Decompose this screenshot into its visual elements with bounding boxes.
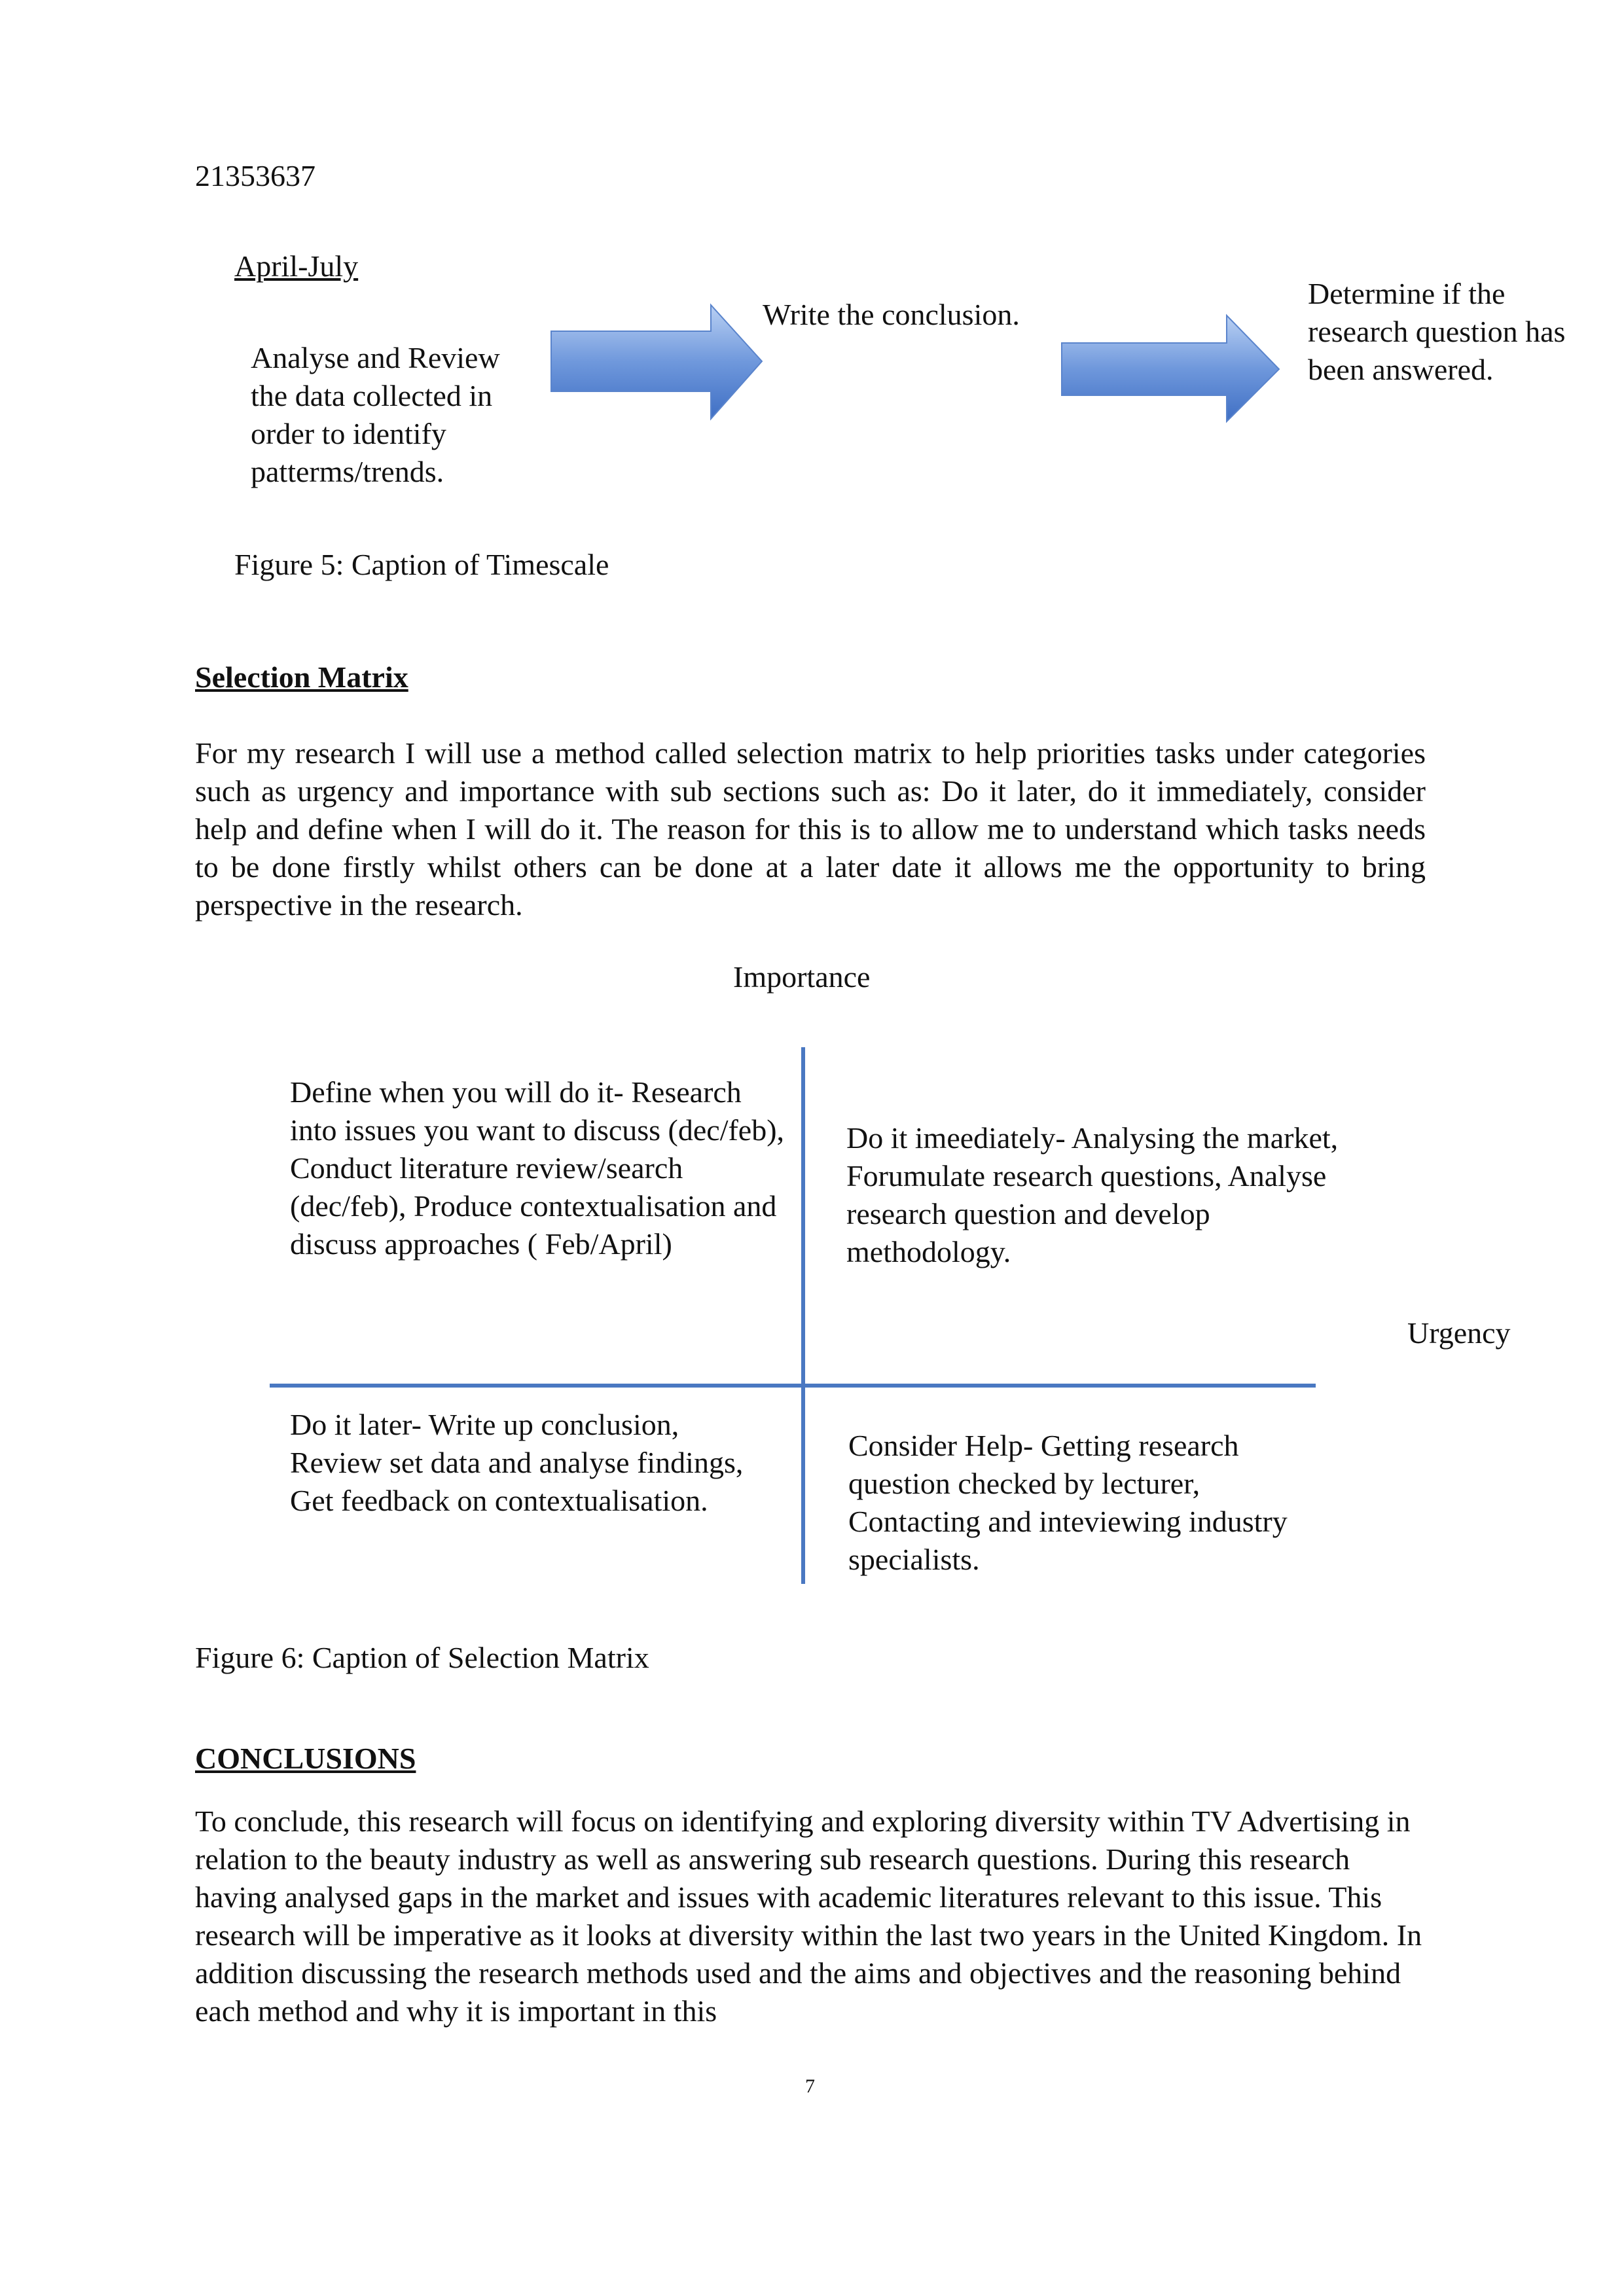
selection-matrix-heading: Selection Matrix bbox=[195, 660, 408, 694]
quadrant-do-later: Do it later- Write up conclusion, Review set data and analyse findings, Get feedback on contextualisation. bbox=[290, 1408, 744, 1517]
axis-importance-label: Importance bbox=[733, 960, 871, 994]
page-number: 7 bbox=[805, 2075, 815, 2097]
timescale-step-write: Write the conclusion. bbox=[763, 298, 1020, 331]
quadrant-do-immediately: Do it imeediately- Analysing the market, Forumulate research questions, Analyse research question and develop methodology. bbox=[846, 1121, 1339, 1268]
quadrant-define: Define when you will do it- Research into issues you want to discuss (dec/feb), Conduct literature review/search (dec/feb), Produce contextualisation and discuss approaches ( Feb/April) bbox=[290, 1075, 785, 1261]
figure6-caption: Figure 6: Caption of Selection Matrix bbox=[195, 1641, 649, 1674]
timescale-arrow-1 bbox=[549, 302, 765, 422]
timescale-step-determine: Determine if the research question has been answered. bbox=[1308, 277, 1566, 386]
axis-urgency-label: Urgency bbox=[1407, 1316, 1511, 1350]
timescale-arrow-2 bbox=[1059, 313, 1282, 424]
student-id: 21353637 bbox=[195, 159, 316, 192]
matrix-vertical-axis bbox=[801, 1047, 805, 1584]
matrix-horizontal-axis bbox=[270, 1384, 1316, 1388]
conclusions-paragraph: To conclude, this research will focus on identifying and exploring diversity within TV Advertising in relation to the beauty industry as well as answering sub research questions. During this research having analysed gaps in the market and issues with academic literatures relevant to this issue. This research will be imperative as it looks at diversity within the last two years in the United Kingdom. In addition discussing the research methods used and the aims and objectives and the reasoning behind each method and why it is important in this bbox=[195, 1804, 1422, 2028]
timescale-step-analyse: Analyse and Review the data collected in order to identify patterms/trends. bbox=[251, 341, 500, 488]
quadrant-consider-help: Consider Help- Getting research question checked by lecturer, Contacting and inteviewing industry specialists. bbox=[848, 1429, 1288, 1576]
figure5-caption: Figure 5: Caption of Timescale bbox=[234, 548, 609, 581]
conclusions-heading: CONCLUSIONS bbox=[195, 1742, 416, 1775]
timescale-period: April-July bbox=[234, 249, 359, 283]
selection-matrix-paragraph: For my research I will use a method called selection matrix to help priorities tasks under categories such as urgency and importance with sub sections such as: Do it later, do it immediately, consider help and define when I will do it. The reason for this is to allow me to understand which tasks needs to be done firstly whilst others can be done at a later date it allows me the opportunity to bring perspective in the research. bbox=[195, 736, 1426, 922]
